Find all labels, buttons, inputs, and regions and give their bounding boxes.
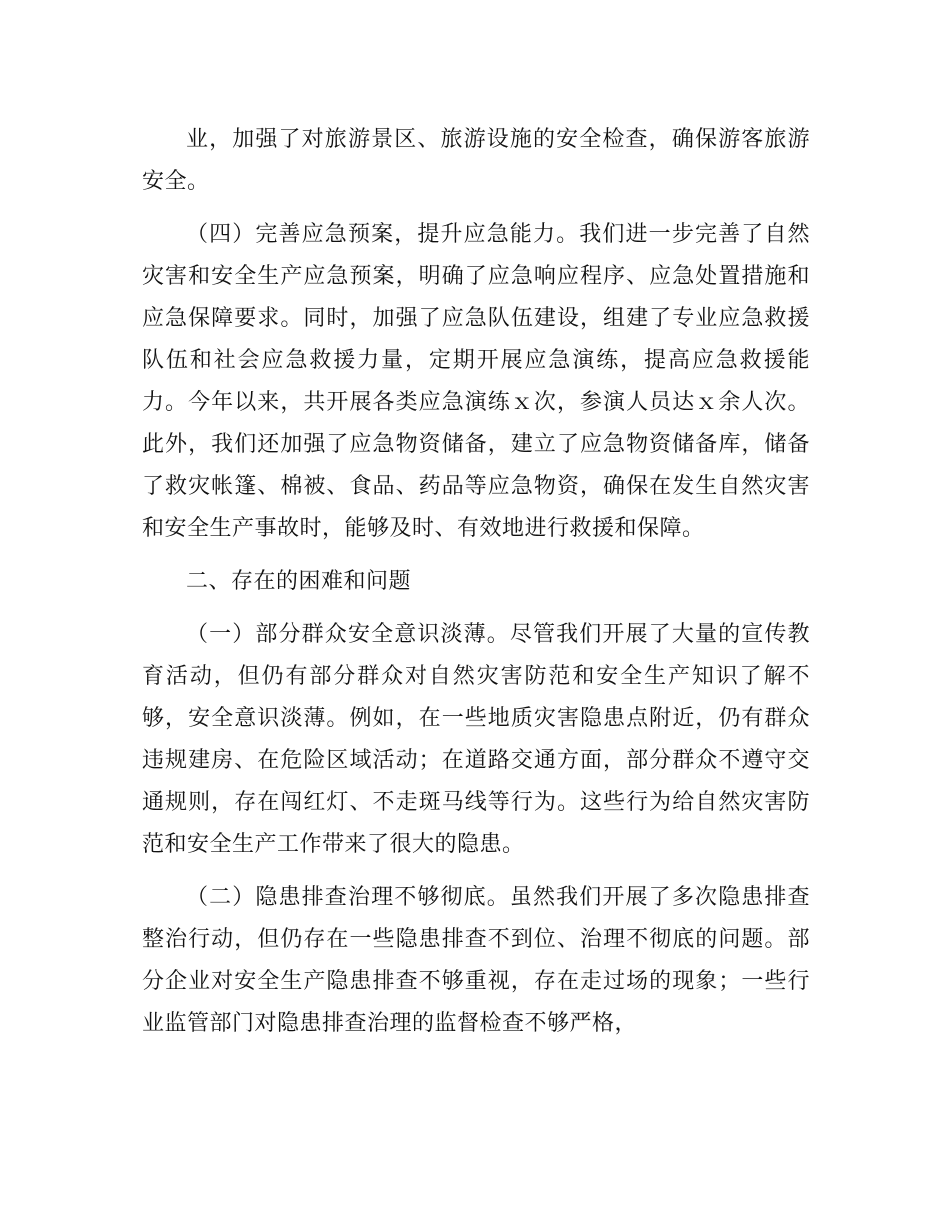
paragraph-hazard-inspection: （二）隐患排查治理不够彻底。虽然我们开展了多次隐患排查整治行动，但仍存在一些隐患排查不到位、治理不彻底的问题。部分企业对安全生产隐患排查不够重视，存在走过场的现象；一些行业监管部门对隐患排查治理的监督检查不够严格， [142,885,810,1036]
section-heading-problems: 二、存在的困难和问题 [186,569,412,594]
document-body [142,119,810,1056]
paragraph-tourism-safety: 业，加强了对旅游景区、旅游设施的安全检查，确保游客旅游安全。 [142,127,810,194]
paragraph-emergency-plan: （四）完善应急预案，提升应急能力。我们进一步完善了自然灾害和安全生产应急预案，明确了应急响应程序、应急处置措施和应急保障要求。同时，加强了应急队伍建设，组建了专业应急救援队伍和社会应急救援力量，定期开展应急演练，提高应急救援能力。今年以来，共开展各类应急演练ｘ次，参演人员达ｘ余人次。此外，我们还加强了应急物资储备，建立了应急物资储备库，储备了救灾帐篷、棉被、食品、药品等应急物资，确保在发生自然灾害和安全生产事故时，能够及时、有效地进行救援和保障。 [142,222,810,541]
paragraph-safety-awareness: （一）部分群众安全意识淡薄。尽管我们开展了大量的宣传教育活动，但仍有部分群众对自然灾害防范和安全生产知识了解不够，安全意识淡薄。例如，在一些地质灾害隐患点附近，仍有群众违规建房、在危险区域活动；在道路交通方面，部分群众不遵守交通规则，存在闯红灯、不走斑马线等行为。这些行为给自然灾害防范和安全生产工作带来了很大的隐患。 [142,622,810,857]
